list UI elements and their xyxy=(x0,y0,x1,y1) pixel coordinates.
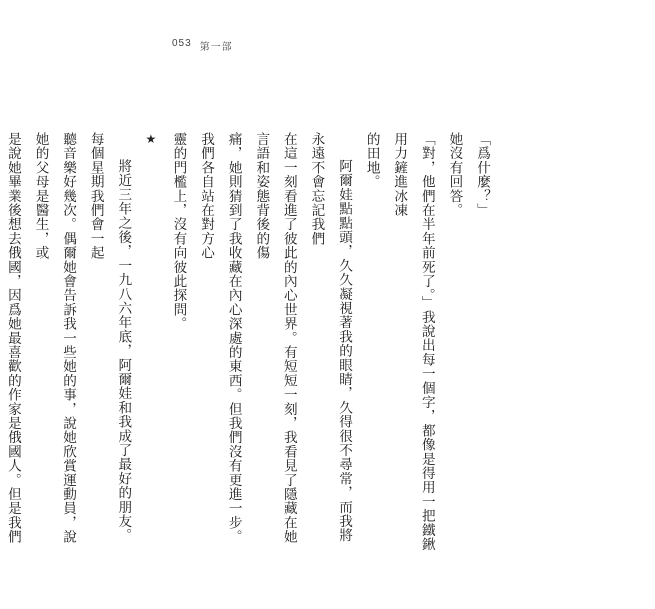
text-line: 在這一刻看進了彼此的內心世界。有短短一刻，我看見了隱藏在她言語和姿態背後的傷 xyxy=(253,132,297,544)
text-line: 阿爾娃點點頭，久久凝視著我的眼睛，久得很不尋常，而我將永遠不會忘記我們 xyxy=(308,132,353,543)
text-line: 是說她畢業後想去俄國，因爲她最喜歡的作家是俄國人。但是我們 xyxy=(4,132,21,544)
text-line: 「爲什麼？」 xyxy=(474,132,490,218)
text-line: 聽音樂好幾次。偶爾她會告訴我一些她的事，說她欣賞運動員，說她的父母是醫生，或 xyxy=(32,132,77,544)
text-line: 將近三年之後，一九八六年底，阿爾娃和我成了最好的朋友。每個星期我們會一起 xyxy=(87,132,132,543)
text-line: 「對，他們在半年前死了。」我說出每一個字，都像是得用一把鐵鍬用力鏟進冰凍 xyxy=(391,132,435,552)
text-line: 靈的門檻上，沒有向彼此探問。 xyxy=(170,132,187,331)
text-line: 她沒有回答。 xyxy=(446,132,463,218)
page-number: 053 xyxy=(172,38,192,49)
section-divider-star: ★ xyxy=(143,132,158,147)
chapter-title: 第一部 xyxy=(199,42,233,53)
page-header xyxy=(172,38,233,53)
vertical-text-block xyxy=(0,132,495,552)
text-line: 痛，她則猜到了我收藏在內心深處的東西。但我們沒有更進一步。我們各自站在對方心 xyxy=(198,132,242,544)
text-line: 的田地。 xyxy=(363,132,380,189)
